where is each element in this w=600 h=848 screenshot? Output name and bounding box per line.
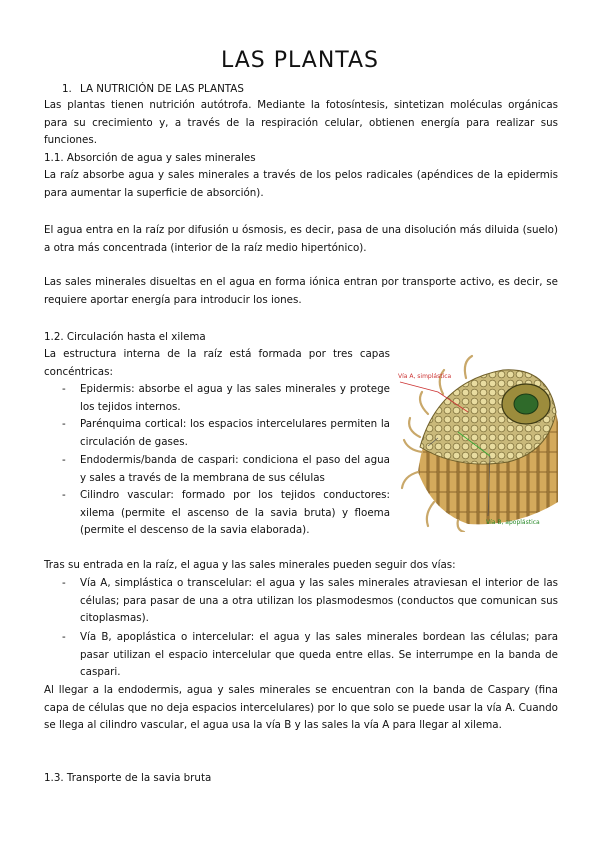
intro-paragraph: Las plantas tienen nutrición autótrofa. Mediante la fotosíntesis, sintetizan moléculas orgánicas para su crecimiento y, a través de la respiración celular, obtienen energía para realizar sus funciones.: [44, 99, 558, 146]
list-dash: -: [62, 418, 66, 430]
list-dash: -: [62, 631, 66, 643]
page-title: LAS PLANTAS: [220, 48, 380, 73]
subsection-heading-1-3: 1.3. Transporte de la savia bruta: [44, 772, 212, 784]
paragraph-water-osmosis: El agua entra en la raíz por difusión u ósmosis, es decir, pasa de una disolución más diluida (suelo) a otra más concentrada (interior de la raíz medio hipertónico).: [44, 224, 558, 254]
paragraph-mineral-salts: Las sales minerales disueltas en el agua en forma iónica entran por transporte activo, es decir, se requiere aportar energía para introducir los iones.: [44, 276, 558, 306]
list-item-parenchyma: - Parénquima cortical: los espacios intercelulares permiten la circulación de gases.: [62, 418, 390, 448]
paragraph-root-absorption: La raíz absorbe agua y sales minerales a través de los pelos radicales (apéndices de la epidermis para aumentar la superficie de absorción).: [44, 169, 558, 199]
label-via-a: Vía A, simplástica: [398, 373, 452, 380]
section-number: 1.: [62, 83, 72, 95]
subsection-heading-1-1: 1.1. Absorción de agua y sales minerales: [44, 152, 256, 164]
paragraph-caspary-band: Al llegar a la endodermis, agua y sales minerales se encuentran con la banda de Caspary (fina capa de células que no deja espacios intercelulares) por lo que solo se puede usar la vía A. Cuando se llega al cilindro vascular, el agua usa la vía B y las sales la vía A para llegar al xilema.: [44, 684, 558, 731]
xylem-core: [514, 394, 538, 414]
paragraph-root-structure: La estructura interna de la raíz está formada por tres capas concéntricas:: [44, 348, 390, 378]
label-via-b: Vía B, apoplástica: [486, 519, 540, 526]
list-dash: -: [62, 577, 66, 589]
list-item-vascular-cylinder: - Cilindro vascular: formado por los tejidos conductores: xilema (permite el ascenso de la savia bruta) y floema (permite el descenso de la savia elaborada).: [62, 489, 390, 536]
paragraph-routes-intro: Tras su entrada en la raíz, el agua y las sales minerales pueden seguir dos vías:: [44, 559, 456, 571]
list-dash: -: [62, 454, 66, 466]
section-heading-1: [62, 83, 244, 95]
list-item-via-b: - Vía B, apoplástica o intercelular: el agua y las sales minerales bordean las células; para pasar utilizan el espacio intercelular que queda entre ellas. Se interrumpe en la banda de caspari.: [62, 631, 558, 678]
subsection-heading-1-2: 1.2. Circulación hasta el xilema: [44, 331, 206, 343]
list-item-via-a: - Vía A, simplástica o transcelular: el agua y las sales minerales atraviesan el interior de las células; para pasar de una a otra utilizan los plasmodesmos (conductos que comunican sus citoplasmas).: [62, 577, 558, 624]
root-cross-section-illustration: [398, 352, 560, 532]
list-dash: -: [62, 489, 66, 501]
section-heading-text: LA NUTRICIÓN DE LAS PLANTAS: [80, 83, 244, 95]
list-item-epidermis: - Epidermis: absorbe el agua y las sales minerales y protege los tejidos internos.: [62, 383, 390, 413]
list-dash: -: [62, 383, 66, 395]
list-item-endodermis: - Endodermis/banda de caspari: condiciona el paso del agua y sales a través de la membrana de sus células: [62, 454, 390, 484]
